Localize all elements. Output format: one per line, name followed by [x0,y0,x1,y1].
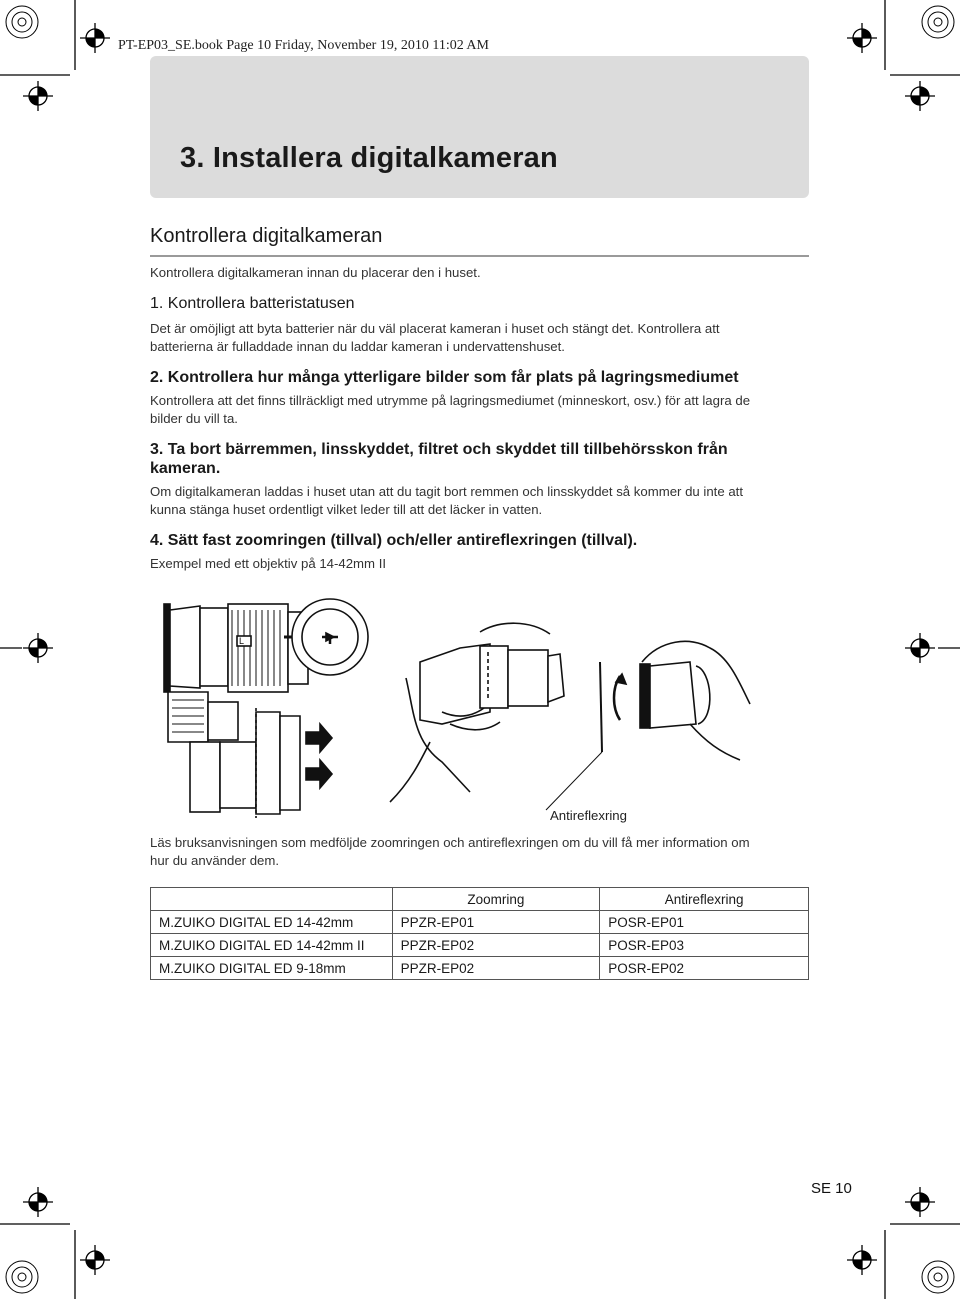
lens-exploded-view [168,692,332,818]
header-cell-zoomring: Zoomring [392,888,600,911]
section-divider [150,255,809,257]
step-4-body: Exempel med ett objektiv på 14-42mm II [150,556,387,571]
print-header: PT-EP03_SE.book Page 10 Friday, November 19, 2010 11:02 AM [118,38,489,53]
step-2-body [150,392,810,428]
lens-compatibility-table [150,887,809,980]
table-cell-lens: M.ZUIKO DIGITAL ED 14-42mm II [151,934,393,957]
lens-ring-illustration [150,592,810,832]
antireflex-ring-callout: Antireflexring [550,808,627,823]
table-header-row [151,888,809,911]
header-cell-lens [151,888,393,911]
page-number: SE 10 [811,1180,852,1197]
table-row [151,957,809,980]
lens-marking-label: L [239,636,245,646]
note-line-2: hur du använder dem. [150,853,280,868]
hand-mounting-ring [390,623,564,802]
step-3-line-1: Om digitalkameran laddas i huset utan att du tagit bort remmen och linsskyddet så kommer du inte att [150,484,743,499]
step-3-body [150,483,810,519]
intro-text: Kontrollera digitalkameran innan du placerar den i huset. [150,265,481,280]
step-1-heading: 1. Kontrollera batteristatusen [150,295,355,312]
step-2-line-2: bilder du vill ta. [150,411,238,426]
step-2-line-1: Kontrollera att det finns tillräckligt med utrymme på lagringsmediumet (minneskort, osv.) för att lagra de [150,393,751,408]
table-cell-antireflexring: POSR-EP01 [600,911,809,934]
step-2-heading: 2. Kontrollera hur många ytterligare bilder som får plats på lagringsmediumet [150,369,739,386]
step-3-heading [150,440,810,478]
step-3-heading-line-1: 3. Ta bort bärremmen, linsskyddet, filtret och skyddet till tillbehörsskon från [150,441,728,458]
table-cell-lens: M.ZUIKO DIGITAL ED 14-42mm [151,911,393,934]
table-row [151,934,809,957]
lens-side-view [164,604,308,692]
step-1-line-1: Det är omöjligt att byta batterier när du väl placerat kameran i huset och stängt det. Kontrollera att [150,321,720,336]
table-cell-zoomring: PPZR-EP02 [392,934,600,957]
step-1-line-2: batterierna är fulladdade innan du laddar kameran i undervattenshuset. [150,339,565,354]
header-cell-antireflexring: Antireflexring [600,888,809,911]
table-cell-antireflexring: POSR-EP03 [600,934,809,957]
table-cell-lens: M.ZUIKO DIGITAL ED 9-18mm [151,957,393,980]
table-cell-antireflexring: POSR-EP02 [600,957,809,980]
step-4-heading: 4. Sätt fast zoomringen (tillval) och/eller antireflexringen (tillval). [150,532,638,549]
note-line-1: Läs bruksanvisningen som medföljde zoomringen och antireflexringen om du vill få mer information om [150,835,750,850]
step-1-body [150,320,810,356]
step-3-line-2: kunna stänga huset ordentligt vilket leder till att det läcker in vatten. [150,502,543,517]
antireflex-ring-hand [546,641,750,810]
note-text [150,834,810,870]
section-title: Kontrollera digitalkameran [150,225,383,247]
step-3-heading-line-2: kameran. [150,460,221,477]
table-cell-zoomring: PPZR-EP01 [392,911,600,934]
table-row [151,911,809,934]
table-cell-zoomring: PPZR-EP02 [392,957,600,980]
chapter-banner [150,56,809,198]
chapter-title: 3. Installera digitalkameran [180,142,558,174]
